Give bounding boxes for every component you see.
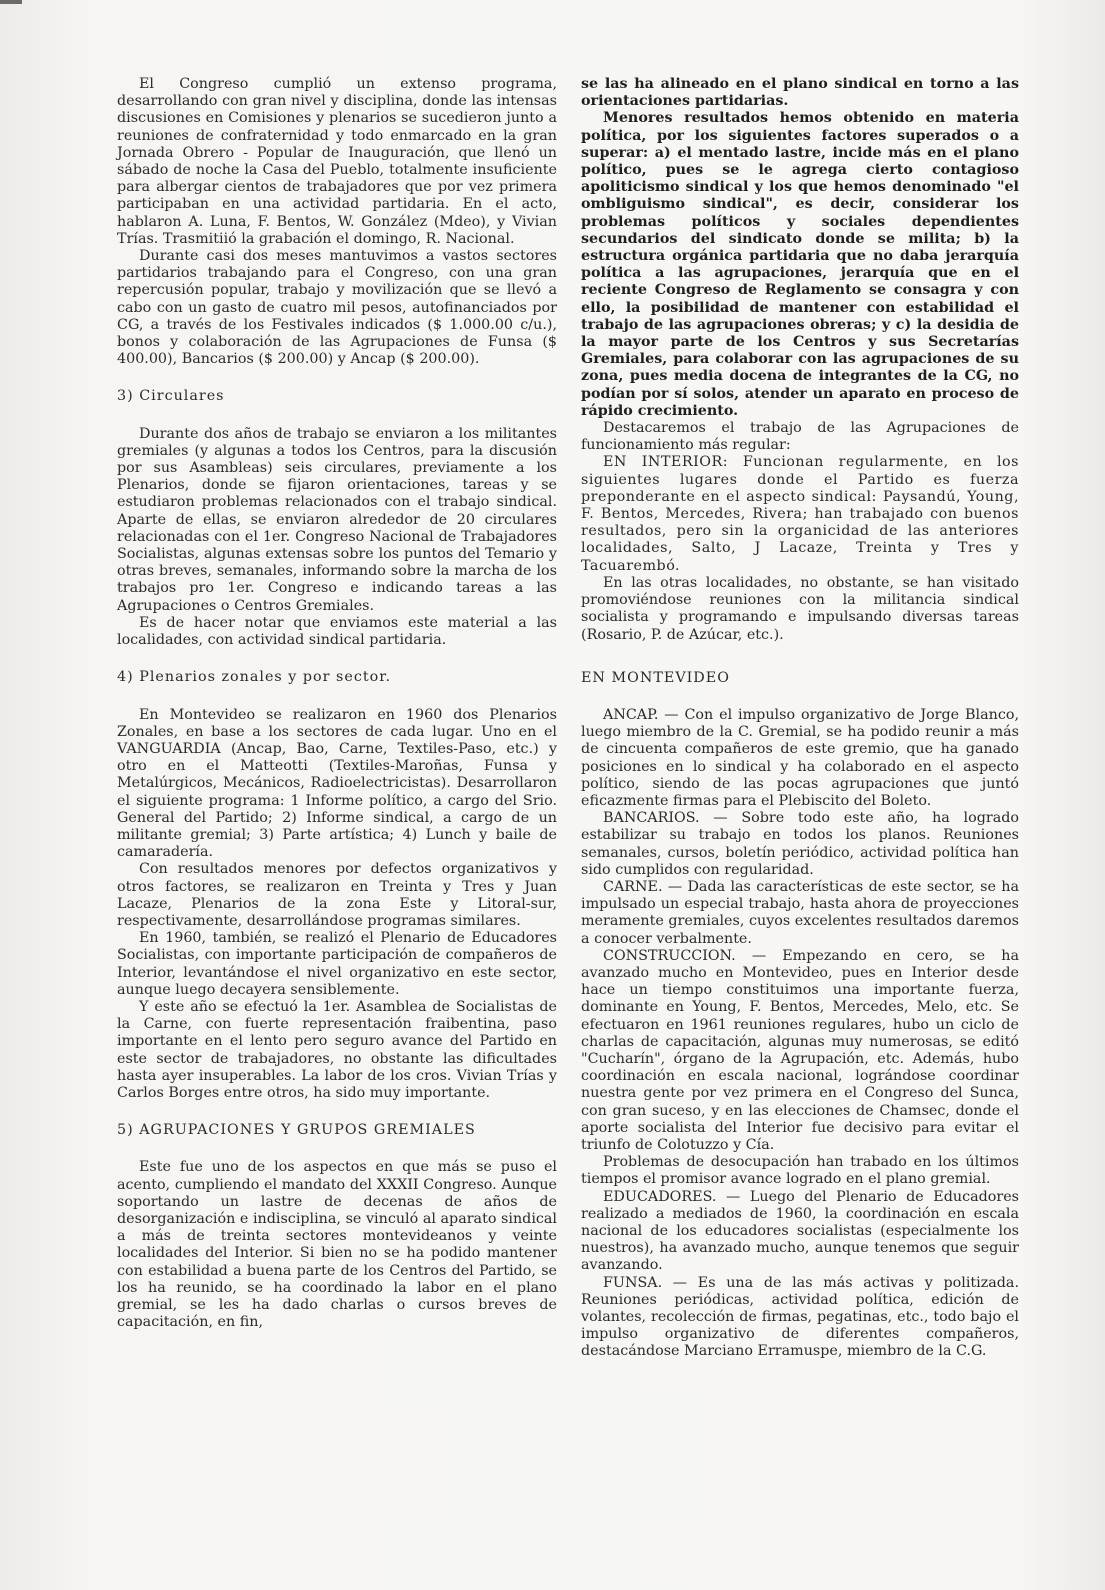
paragraph-resultados-politica: Menores resultados hemos obtenido en materia política, por los siguientes factores superados o a superar: a) el mentado lastre, incide más en el plano político, pues se le agrega cierto contagioso apoliticismo sindical y los que hemos denominado "el ombliguismo sindical", es decir, considerar los problemas políticos y sociales dependientes secundarios del sindicato donde se milita; b) la estructura orgánica partidaria que no daba jerarquía política a las agrupaciones, jerarquía que en el reciente Congreso de Reglamento se consagra y con ello, la posibilidad de mantener con estabilidad el trabajo de las agrupaciones obreras; y c) la desidia de la mayor parte de los Centros y sus Secretarías Gremiales, para colaborar con las agrupaciones de su zona, pues media docena de integrantes de la CG, no podían por sí solos, atender un aparato en proceso de rápido crecimiento. (581, 110, 1019, 419)
paragraph-plenarios-montevideo: En Montevideo se realizaron en 1960 dos Plenarios Zonales, en base a los sectores de cada lugar. Uno en el VANGUARDIA (Ancap, Bao, Carne, Textiles-Paso, etc.) y otro en el Matteotti (Textiles-Maroñas, Funsa y Metalúrgicos, Mecánicos, Radioelectricistas). Desarrollaron el siguiente programa: 1 Informe político, a cargo del Srio. General del Partido; 2) Informe sindical, a cargo de un militante gremial; 3) Parte artística; 4) Lunch y baile de camaradería. (117, 706, 557, 861)
paragraph-educadores: EDUCADORES. — Luego del Plenario de Educadores realizado a mediados de 1960, la coordinación en escala nacional de los educadores socialistas (especialmente los nuestros), ha avanzado mucho, aunque tenemos que seguir avanzando. (581, 1188, 1019, 1274)
page-edge-mark (0, 0, 22, 4)
paragraph-congreso: El Congreso cumplió un extenso programa, desarrollando con gran nivel y disciplina, donde las intensas discusiones en Comisiones y plenarios se sucedieron junto a reuniones de confraternidad y todo enmarcado en la gran Jornada Obrero - Popular de Inauguración, que llenó un sábado de noche la Casa del Pueblo, totalmente insuficiente para albergar cientos de trabajadores que por vez primera participaban en una actividad partidaria. En el acto, hablaron A. Luna, F. Bentos, W. González (Mdeo), y Vivian Trías. Trasmitiió la grabación el domingo, R. Nacional. (117, 76, 557, 247)
paragraph-carne: CARNE. — Dada las características de este sector, se ha impulsado un especial trabajo, hasta ahora de proyecciones meramente gremiales, cuyos excelentes resultados daremos a conocer verbalmente. (581, 878, 1019, 947)
paragraph-circulares: Durante dos años de trabajo se enviaron a los militantes gremiales (y algunas a todos los Centros, para la discusión por sus Asambleas) seis circulares, previamente a los Plenarios, donde se fijaron orientaciones, tareas y se estudiaron problemas relacionados con el trabajo sindical. Aparte de ellas, se enviaron alrededor de 20 circulares relacionadas con el 1er. Congreso Nacional de Trabajadores Socialistas, algunas extensas sobre los puntos del Temario y otras breves, semanales, informando sobre la marcha de los trabajos pro 1er. Congreso e indicando tareas a las Agrupaciones o Centros Gremiales. (117, 425, 557, 614)
paragraph-bancarios: BANCARIOS. — Sobre todo este año, ha logrado estabilizar su trabajo en todos los planos. Reuniones semanales, cursos, boletín periódico, actividad política han sido cumplidos con regularidad. (581, 810, 1019, 878)
paragraph-material-localidades: Es de hacer notar que enviamos este material a las localidades, con actividad sindical partidaria. (117, 614, 557, 649)
paragraph-funsa: FUNSA. — Es una de las más activas y politizada. Reuniones periódicas, actividad política, edición de volantes, recolección de firmas, pegatinas, etc., todo bajo el impulso organizativo de diferentes compañeros, destacándose Marciano Erramuspe, miembro de la C.G. (581, 1274, 1019, 1360)
paragraph-otras-localidades: En las otras localidades, no obstante, se han visitado promoviéndose reuniones con la militancia sindical socialista y programando e impulsando diversas tareas (Rosario, P. de Azúcar, etc.). (581, 574, 1019, 643)
section-heading-plenarios: 4) Plenarios zonales y por sector. (117, 669, 392, 686)
paragraph-destacaremos: Destacaremos el trabajo de las Agrupaciones de funcionamiento más regular: (581, 420, 1019, 454)
paragraph-financiamiento: Durante casi dos meses mantuvimos a vastos sectores partidarios trabajando para el Congreso, con una gran repercusión popular, trabajo y movilización que se llevó a cabo con un gasto de cuatro mil pesos, autofinanciados por CG, a través de los Festivales indicados ($ 1.000.00 c/u.), bonos y colaboración de las Agrupaciones de Funsa ($ 400.00), Bancarios ($ 200.00) y Ancap ($ 200.00). (117, 248, 557, 368)
paragraph-desocupacion: Problemas de desocupación han trabado en los últimos tiempos el promisor avance logrado en el plano gremial. (581, 1154, 1019, 1188)
paragraph-alineado: se las ha alineado en el plano sindical en torno a las orientaciones partidarias. (581, 76, 1019, 110)
section-heading-en-montevideo: EN MONTEVIDEO (581, 669, 730, 686)
paragraph-educadores-1960: En 1960, también, se realizó el Plenario de Educadores Socialistas, con importante participación de compañeros de Interior, levantándose el nivel organizativo en este sector, aunque luego decayera sensiblemente. (117, 930, 557, 998)
left-column (117, 76, 557, 1331)
right-column (581, 76, 1019, 1361)
section-heading-agrupaciones: 5) AGRUPACIONES Y GRUPOS GREMIALES (117, 1122, 476, 1139)
paragraph-agrupaciones: Este fue uno de los aspectos en que más se puso el acento, cumpliendo el mandato del XXXII Congreso. Aunque soportando un lastre de decenas de años de desorganización e indisciplina, se vinculó al aparato sindical a más de treinta sectores montevideanos y veinte localidades del Interior. Si bien no se ha podido mantener con estabilidad a buena parte de los Centros del Partido, se los ha reunido, se ha coordinado la labor en el plano gremial, se les ha dado charlas o cursos breves de capacitación, en fin, (117, 1159, 557, 1331)
paragraph-asamblea-carne: Y este año se efectuó la 1er. Asamblea de Socialistas de la Carne, con fuerte representación fraibentina, paso importante en el lento pero seguro avance del Partido en este sector de trabajadores, no obstante las dificultades hasta ayer insuperables. La labor de los cros. Vivian Trías y Carlos Borges entre otros, ha sido muy importante. (117, 998, 557, 1101)
paragraph-construccion: CONSTRUCCION. — Empezando en cero, se ha avanzado mucho en Montevideo, pues en Interior desde hace un tiempo constituimos una importante fuerza, dominante en Young, F. Bentos, Mercedes, Melo, etc. Se efectuaron en 1961 reuniones regulares, hubo un ciclo de charlas de capacitación, algunas muy numerosas, se editó "Cucharín", órgano de la Agrupación, etc. Además, hubo coordinación en escala nacional, lográndose coordinar nuestra gente por vez primera en el Congreso del Sunca, con gran suceso, y en las elecciones de Chamsec, donde el aporte socialista del Interior fue decisivo para evitar el triunfo de Colotuzzo y Cía. (581, 947, 1019, 1153)
section-heading-circulares: 3) Circulares (117, 388, 225, 405)
paragraph-plenarios-interior: Con resultados menores por defectos organizativos y otros factores, se realizaron en Treinta y Tres y Juan Lacaze, Plenarios de la zona Este y Litoral-sur, respectivamente, desarrollándose programas similares. (117, 861, 557, 929)
paragraph-ancap: ANCAP. — Con el impulso organizativo de Jorge Blanco, luego miembro de la C. Gremial, se ha podido reunir a más de cincuenta compañeros de este gremio, que ha ganado posiciones en lo sindical y ha colaborado en el aspecto político, siendo de las pocas agrupaciones que juntó eficazmente firmas para el Plebiscito del Boleto. (581, 706, 1019, 809)
paragraph-en-interior: EN INTERIOR: Funcionan regularmente, en los siguientes lugares donde el Partido es fuerza preponderante en el aspecto sindical: Paysandú, Young, F. Bentos, Mercedes, Rivera; han trabajado con buenos resultados, pero sin la organicidad de las anteriores localidades, Salto, J Lacaze, Treinta y Tres y Tacuarembó. (581, 454, 1019, 574)
